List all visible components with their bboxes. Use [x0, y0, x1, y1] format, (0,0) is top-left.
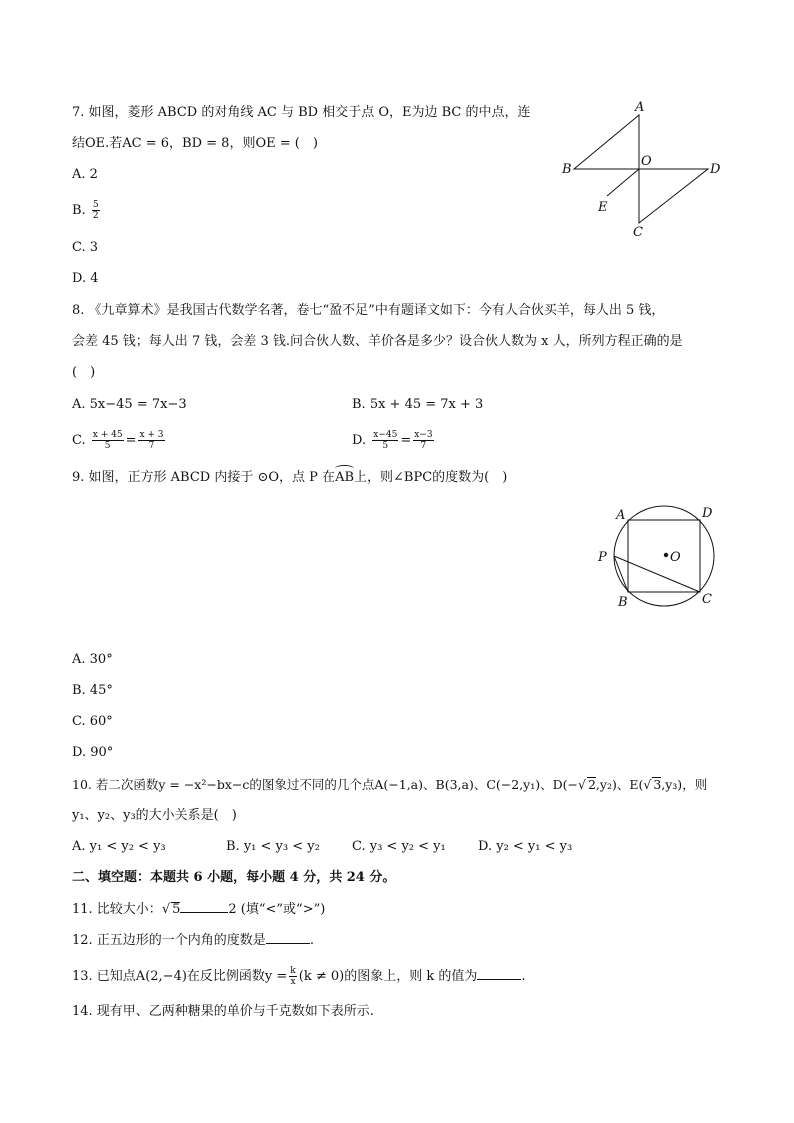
q9-option-a: A. 30°: [72, 652, 113, 667]
q13-suffix: .: [521, 969, 526, 984]
q8-option-c-left-fraction: [92, 430, 124, 451]
q8-option-c-right-fraction: [138, 430, 164, 451]
q13-middle: (k ≠ 0)的图象上，则 k 的值为: [298, 969, 478, 984]
q8-option-d-left-fraction: [372, 430, 398, 451]
q8-option-c-right-denominator: 7: [148, 441, 155, 451]
center-point: [664, 553, 668, 557]
q9-stem-part2: 上，则∠BPC的度数为( ): [354, 470, 508, 485]
label-e: E: [598, 200, 608, 215]
label-o: O: [641, 154, 652, 169]
label-a: A: [616, 508, 626, 523]
label-b: B: [562, 162, 572, 177]
q10-stem-part3: ,y₃)，则: [661, 777, 708, 792]
q9-option-c: C. 60°: [72, 714, 113, 729]
q9-arc-ab: AB: [335, 470, 355, 485]
q7-stem-line1: 7. 如图，菱形 ABCD 的对角线 AC 与 BD 相交于点 O，E为边 BC 的中点，连: [72, 105, 531, 120]
segment-pc: [614, 556, 700, 592]
q7-option-d: D. 4: [72, 271, 99, 286]
q7-option-a: A. 2: [72, 167, 98, 182]
segment-oe: [607, 169, 639, 196]
q9-option-b: B. 45°: [72, 683, 113, 698]
label-d: D: [702, 506, 713, 521]
q8-option-c-left-numerator: x + 45: [92, 430, 123, 440]
q10-stem-part2: ,y₂)、E(: [595, 777, 644, 792]
q10-option-d: D. y₂ < y₁ < y₃: [478, 839, 573, 854]
q11-prefix: 11. 比较大小：: [72, 902, 162, 917]
q7-option-b-numerator: 5: [92, 200, 99, 210]
q8-option-c: [72, 430, 167, 451]
q12-line: [72, 931, 314, 950]
circle-o: [614, 506, 714, 606]
q8-option-d-label: D.: [352, 433, 367, 448]
q8-option-d-equals: =: [400, 433, 412, 448]
q10-option-c: C. y₃ < y₂ < y₁: [352, 839, 446, 854]
q7-option-b-fraction: [92, 200, 100, 221]
q8-option-d-right-fraction: [413, 430, 433, 451]
sqrt-icon: √: [643, 777, 652, 792]
sqrt-icon: √: [161, 902, 171, 917]
q8-option-c-left-denominator: 5: [104, 441, 111, 451]
q13-numerator: k: [290, 966, 296, 976]
rhombus-figure: [555, 100, 730, 240]
q13-fraction: [289, 966, 296, 987]
q8-stem-line1: 8. 《九章算术》是我国古代数学名著，卷七“盈不足”中有题译文如下：今有人合伙买羊，每人出 5 钱，: [72, 303, 665, 318]
q8-stem-line3: ( ): [72, 365, 96, 380]
q12-suffix: .: [309, 933, 314, 948]
q7-option-c: C. 3: [72, 240, 99, 255]
q8-stem-line2: 会差 45 钱；每人出 7 钱，会差 3 钱.问合伙人数、羊价各是多少？设合伙人数为 x 人，所列方程正确的是: [72, 334, 683, 349]
q8-option-b: B. 5x + 45 = 7x + 3: [352, 397, 484, 412]
label-p: P: [598, 550, 607, 565]
q11-line: [72, 900, 325, 919]
q8-option-d-left-numerator: x−45: [373, 430, 398, 440]
q10-radicand-1: 2: [587, 777, 596, 792]
q13-answer-blank[interactable]: [477, 967, 521, 980]
label-c: C: [633, 225, 643, 240]
q12-prefix: 12. 正五边形的一个内角的度数是: [72, 933, 266, 948]
q10-option-a: A. y₁ < y₂ < y₃: [72, 839, 166, 854]
q10-radicand-2: 3: [653, 777, 662, 792]
q11-suffix: 2 (填“<”或“>”): [228, 902, 326, 917]
q10-option-b: B. y₁ < y₃ < y₂: [226, 839, 320, 854]
q10-stem-part1: 10. 若二次函数y = −x²−bx−c的图象过不同的几个点A(−1,a)、B(3,a)、C(−2,y₁)、D(−: [72, 777, 578, 792]
q7-option-b-label: B.: [72, 203, 86, 218]
q8-option-c-equals: =: [125, 433, 137, 448]
label-a: A: [635, 100, 645, 115]
q11-radicand: 5: [172, 902, 181, 917]
q11-answer-blank[interactable]: [180, 900, 228, 913]
label-d: D: [710, 162, 721, 177]
square-abcd: [628, 520, 700, 592]
q8-option-c-label: C.: [72, 433, 86, 448]
inscribed-square-figure: [592, 500, 722, 615]
sqrt-icon: √: [577, 777, 586, 792]
q14-stem: 14. 现有甲、乙两种糖果的单价与千克数如下表所示.: [72, 1004, 374, 1019]
q8-option-d-right-denominator: 7: [420, 441, 427, 451]
label-c: C: [702, 592, 712, 607]
q10-stem-line2: y₁、y₂、y₃的大小关系是( ): [72, 808, 237, 823]
q8-option-d-left-denominator: 5: [382, 441, 389, 451]
q9-stem-part1: 9. 如图，正方形 ABCD 内接于 ⊙O，点 P 在: [72, 470, 336, 485]
q9-option-d: D. 90°: [72, 745, 114, 760]
label-o: O: [670, 550, 681, 565]
q7-stem-line2: 结OE.若AC = 6，BD = 8，则OE = ( ): [72, 136, 318, 151]
q8-option-a: A. 5x−45 = 7x−3: [72, 397, 187, 412]
q13-prefix: 13. 已知点A(2,−4)在反比例函数y =: [72, 969, 288, 984]
q10-stem-line1: [72, 776, 707, 794]
label-b: B: [618, 595, 628, 610]
q7-option-b: [72, 200, 102, 221]
q9-stem: [72, 469, 507, 487]
q8-option-d-right-numerator: x−3: [414, 430, 433, 440]
section-heading-fill-blank: 二、填空题：本题共 6 小题，每小题 4 分，共 24 分。: [72, 870, 396, 885]
q13-denominator: x: [290, 977, 296, 987]
q8-option-c-right-numerator: x + 3: [139, 430, 164, 440]
q13-line: [72, 966, 525, 987]
q12-answer-blank[interactable]: [266, 931, 310, 944]
q7-option-b-denominator: 2: [92, 211, 99, 221]
q8-option-d: [352, 430, 436, 451]
